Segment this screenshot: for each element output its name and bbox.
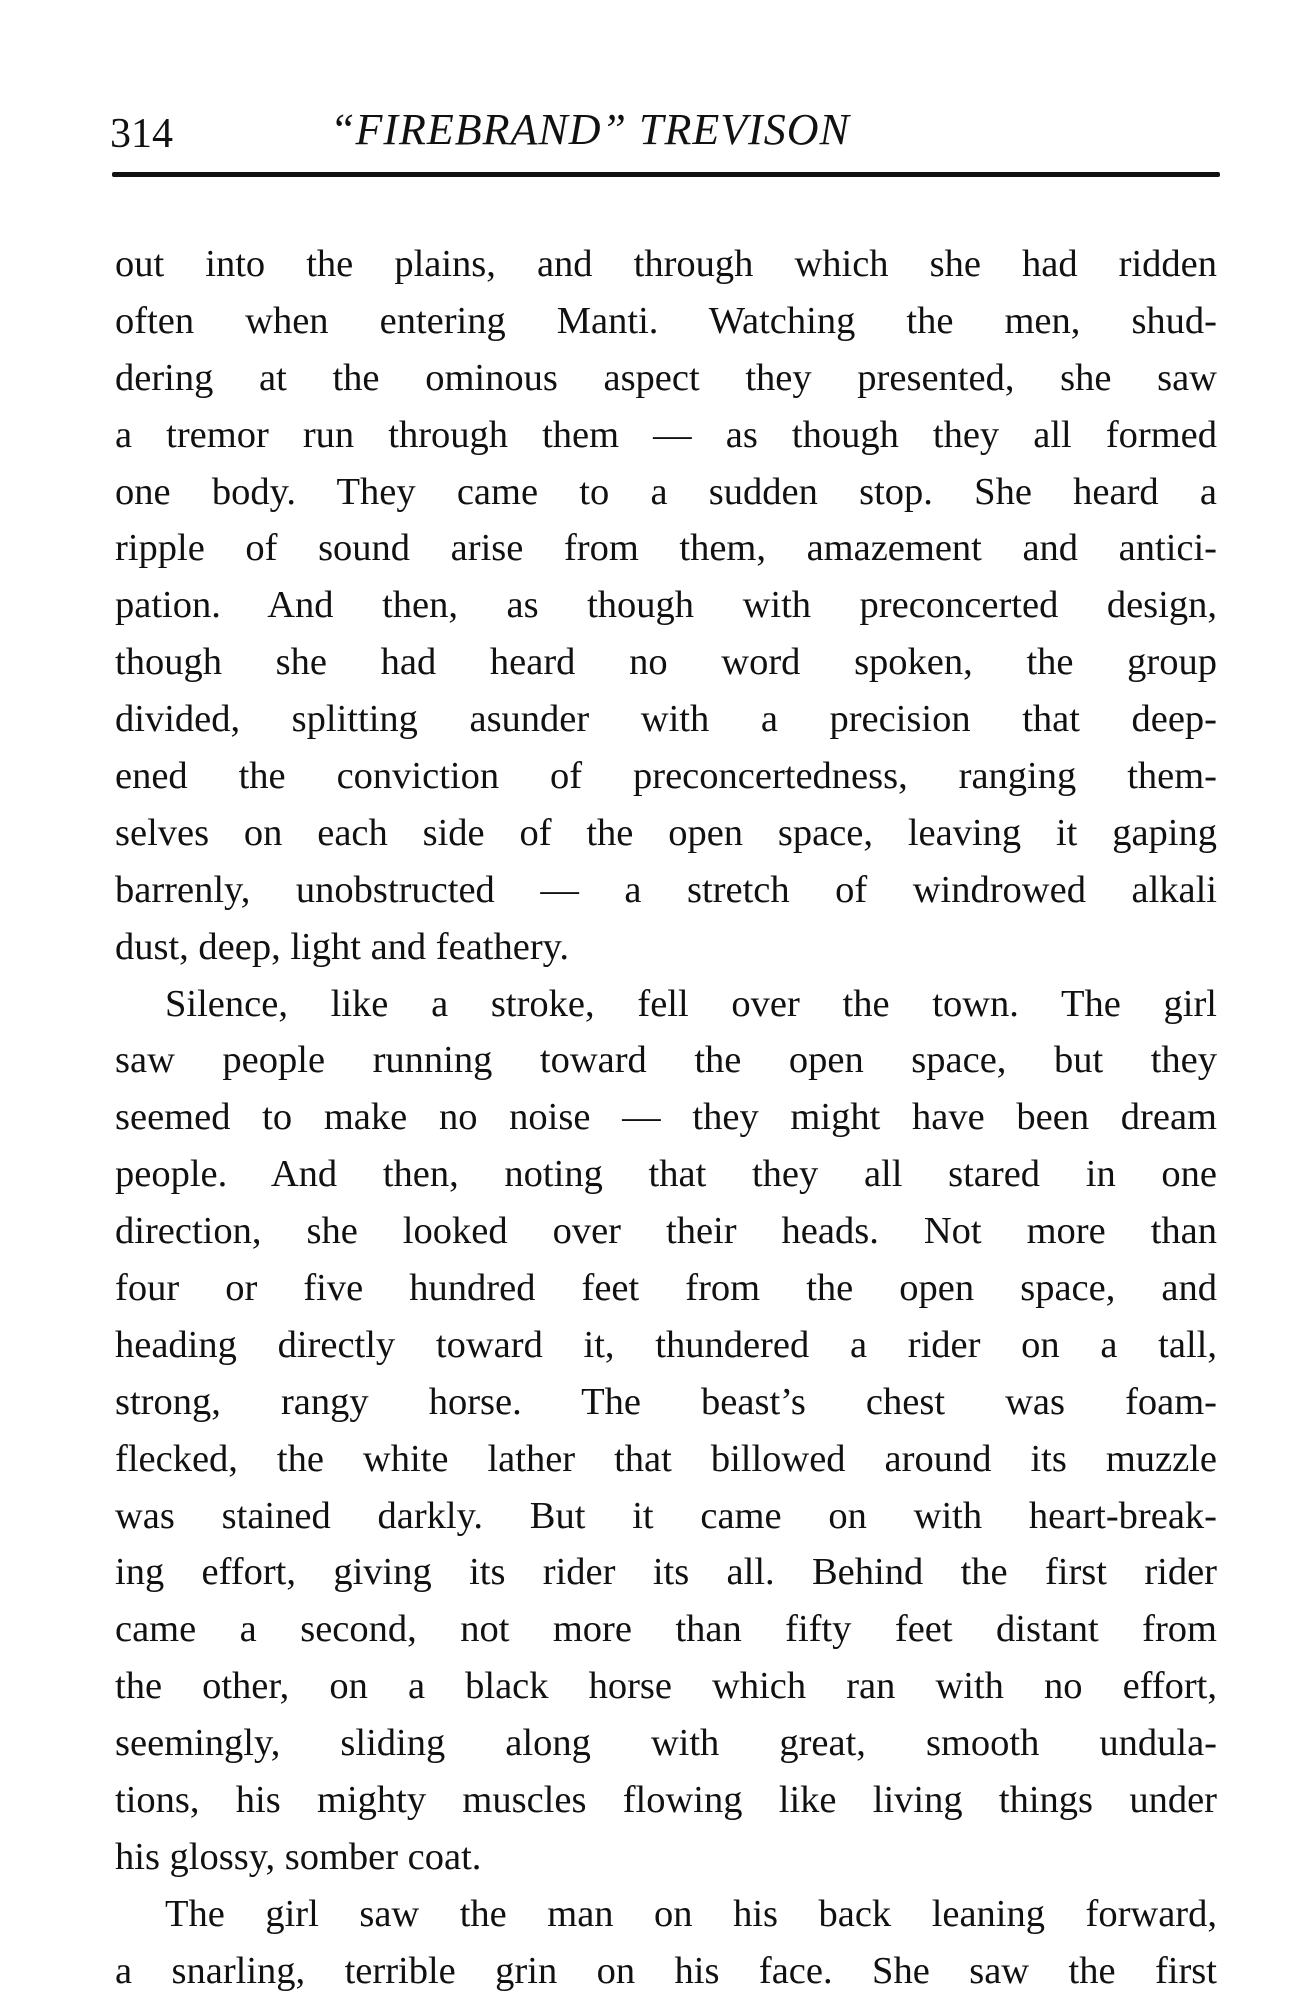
running-title: “FIREBRAND” TREVISON <box>330 105 850 154</box>
text-line: strong, rangy horse. The beast’s chest was foam- <box>115 1380 1217 1423</box>
text-line: one body. They came to a sudden stop. She heard a <box>115 470 1217 513</box>
text-line: a tremor run through them — as though they all formed <box>115 413 1217 456</box>
text-line: The girl saw the man on his back leaning forward, <box>165 1892 1217 1935</box>
text-line: dust, deep, light and feathery. <box>115 925 570 968</box>
text-line: the other, on a black horse which ran with no effort, <box>115 1665 1217 1708</box>
text-line: ripple of sound arise from them, amazement and antici- <box>115 527 1217 570</box>
text-line: often when entering Manti. Watching the men, shud- <box>115 299 1217 342</box>
text-line: saw people running toward the open space, but they <box>115 1039 1217 1082</box>
text-line: barrenly, unobstructed — a stretch of windrowed alkali <box>115 868 1217 911</box>
text-line: direction, she looked over their heads. Not more than <box>115 1210 1217 1253</box>
text-line: a snarling, terrible grin on his face. She saw the first <box>115 1949 1217 1992</box>
text-line: ing effort, giving its rider its all. Behind the first rider <box>115 1551 1217 1594</box>
text-line: came a second, not more than fifty feet distant from <box>115 1608 1217 1651</box>
text-line: Silence, like a stroke, fell over the town. The girl <box>165 982 1217 1025</box>
text-line: people. And then, noting that they all stared in one <box>115 1153 1217 1196</box>
text-line: flecked, the white lather that billowed around its muzzle <box>115 1437 1217 1480</box>
text-line: heading directly toward it, thundered a rider on a tall, <box>115 1323 1217 1366</box>
text-line: though she had heard no word spoken, the group <box>115 641 1217 684</box>
header-rule <box>112 172 1220 177</box>
text-line: divided, splitting asunder with a precision that deep- <box>115 698 1217 741</box>
text-line: his glossy, somber coat. <box>115 1835 482 1878</box>
text-line: dering at the ominous aspect they presented, she saw <box>115 356 1217 399</box>
text-line: out into the plains, and through which she had ridden <box>115 243 1217 285</box>
page-number: 314 <box>110 111 173 157</box>
text-line: selves on each side of the open space, leaving it gaping <box>115 811 1217 854</box>
text-line: ened the conviction of preconcertedness, ranging them- <box>115 755 1217 798</box>
text-line: seemed to make no noise — they might have been dream <box>115 1096 1217 1139</box>
text-line: four or five hundred feet from the open space, and <box>115 1267 1217 1310</box>
text-line: pation. And then, as though with preconcerted design, <box>115 584 1217 627</box>
text-line: seemingly, sliding along with great, smooth undula- <box>115 1722 1217 1765</box>
page-body-text <box>115 236 1217 2000</box>
text-line: was stained darkly. But it came on with heart-break- <box>115 1494 1217 1537</box>
text-line: tions, his mighty muscles flowing like living things under <box>115 1779 1217 1822</box>
